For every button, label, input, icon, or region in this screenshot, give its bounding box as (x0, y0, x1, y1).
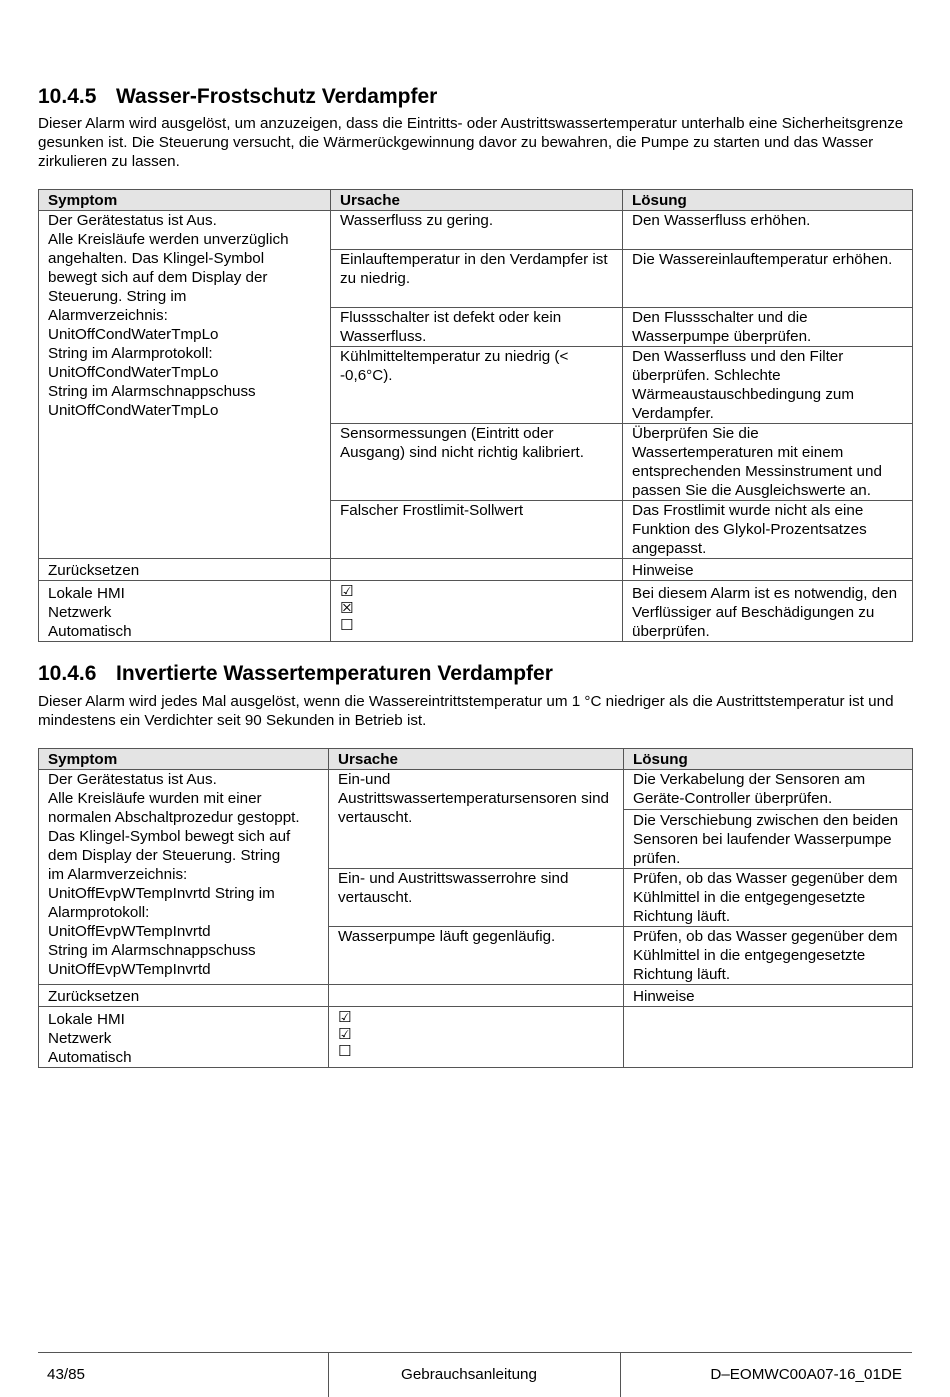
reset-option-hmi: Lokale HMI (48, 585, 125, 602)
checkbox-empty-icon: ☐ (340, 617, 354, 634)
solution-cell: Überprüfen Sie die Wassertemperaturen mit einem entsprechenden Messinstrument und passen Sie die Ausgleichswerte an. (623, 424, 913, 501)
reset-option-network: Netzwerk (48, 1030, 112, 1047)
header-symptom: Symptom (39, 749, 329, 770)
document-type: Gebrauchsanleitung (401, 1366, 537, 1383)
symptom-line: normalen Abschaltprozedur gestoppt. (48, 809, 300, 826)
symptom-line: Der Gerätestatus ist Aus. (48, 212, 217, 229)
solution-part: Die Verschiebung zwischen den beiden Sensoren bei laufender Wasserpumpe prüfen. (633, 812, 899, 867)
footer-divider (620, 1353, 621, 1397)
symptom-line: angehalten. Das Klingel-Symbol (48, 250, 265, 267)
symptom-line: Alarmprotokoll: (48, 904, 150, 921)
cause-cell: Ein-und Austrittswassertemperatursensoren sind vertauscht. (329, 770, 624, 869)
reset-label: Zurücksetzen (39, 559, 331, 581)
symptom-line: Alle Kreisläufe werden unverzüglich (48, 231, 289, 248)
header-solution: Lösung (623, 190, 913, 211)
solution-cell: Den Flussschalter und die Wasserpumpe überprüfen. (623, 308, 913, 347)
symptom-cell (39, 770, 329, 985)
symptom-line: Steuerung. String im (48, 288, 187, 305)
cause-cell: Falscher Frostlimit-Sollwert (331, 501, 623, 559)
section-intro: Dieser Alarm wird ausgelöst, um anzuzeigen, dass die Eintritts- oder Austrittswassertemperatur unterhalb eine Sicherheitsgrenze gesunken ist. Die Steuerung versucht, die Wärmerückgewinnung davor zu bewahren, die Pumpe zu starten und das Wasser zirkulieren zu lassen. (38, 115, 904, 170)
document-id: D–EOMWC00A07-16_01DE (710, 1366, 902, 1383)
reset-empty-cell (329, 985, 624, 1007)
symptom-line: dem Display der Steuerung. String (48, 847, 281, 864)
solution-cell: Das Frostlimit wurde nicht als eine Funktion des Glykol-Prozentsatzes angepasst. (623, 501, 913, 559)
section-number: 10.4.5 (38, 85, 97, 108)
solution-cell: Den Wasserfluss und den Filter überprüfen. Schlechte Wärmeaustauschbedingung zum Verdampfer. (623, 347, 913, 424)
solution-cell: Den Wasserfluss erhöhen. (623, 211, 913, 250)
checkbox-crossed-icon: ☒ (340, 600, 354, 617)
section-title: Invertierte Wassertemperaturen Verdampfer (116, 662, 553, 685)
alarm-table-inverted (38, 748, 913, 1068)
checkbox-checked-icon: ☑ (338, 1026, 352, 1043)
page-number: 43/85 (47, 1366, 86, 1383)
checkbox-checked-icon: ☑ (338, 1009, 352, 1026)
symptom-line: Der Gerätestatus ist Aus. (48, 771, 217, 788)
section-heading-frost (38, 85, 437, 109)
section-heading-inverted (38, 662, 553, 686)
symptom-line: Alarmverzeichnis: (48, 307, 168, 324)
reset-options (39, 1007, 329, 1068)
cause-cell: Einlauftemperatur in den Verdampfer ist zu niedrig. (331, 250, 623, 308)
reset-option-auto: Automatisch (48, 1049, 132, 1066)
symptom-line: UnitOffCondWaterTmpLo (48, 364, 219, 381)
reset-option-auto: Automatisch (48, 623, 132, 640)
symptom-line: bewegt sich auf dem Display der (48, 269, 268, 286)
reset-checkboxes (329, 1007, 624, 1068)
header-solution: Lösung (624, 749, 913, 770)
symptom-line: UnitOffEvpWTempInvrtd (48, 923, 211, 940)
symptom-line: UnitOffEvpWTempInvrtd (48, 961, 211, 978)
symptom-line: UnitOffCondWaterTmpLo (48, 402, 219, 419)
header-cause: Ursache (329, 749, 624, 770)
notes-label: Hinweise (623, 559, 913, 581)
solution-cell: Prüfen, ob das Wasser gegenüber dem Kühlmittel in die entgegengesetzte Richtung läuft. (624, 927, 913, 985)
header-symptom: Symptom (39, 190, 331, 211)
cause-cell: Wasserfluss zu gering. (331, 211, 623, 250)
solution-part: Die Verkabelung der Sensoren am Geräte-Controller überprüfen. (624, 770, 912, 810)
note-cell (624, 1007, 913, 1068)
alarm-table-frost (38, 189, 913, 642)
symptom-line: im Alarmverzeichnis: (48, 866, 188, 883)
symptom-line: String im Alarmprotokoll: (48, 345, 213, 362)
cause-cell: Sensormessungen (Eintritt oder Ausgang) sind nicht richtig kalibriert. (331, 424, 623, 501)
reset-label: Zurücksetzen (39, 985, 329, 1007)
checkbox-empty-icon: ☐ (338, 1043, 352, 1060)
symptom-line: UnitOffEvpWTempInvrtd String im (48, 885, 275, 902)
cause-cell: Kühlmitteltemperatur zu niedrig (< -0,6°C). (331, 347, 623, 424)
reset-option-network: Netzwerk (48, 604, 112, 621)
symptom-cell (39, 211, 331, 559)
reset-options (39, 581, 331, 642)
cause-cell: Wasserpumpe läuft gegenläufig. (329, 927, 624, 985)
symptom-line: String im Alarmschnappschuss (48, 942, 256, 959)
footer-divider (328, 1353, 329, 1397)
symptom-line: String im Alarmschnappschuss (48, 383, 256, 400)
symptom-line: Das Klingel-Symbol bewegt sich auf (48, 828, 291, 845)
checkbox-checked-icon: ☑ (340, 583, 354, 600)
notes-label: Hinweise (624, 985, 913, 1007)
reset-checkboxes (331, 581, 623, 642)
solution-cell-split (624, 770, 913, 869)
section-number: 10.4.6 (38, 662, 97, 685)
section-intro: Dieser Alarm wird jedes Mal ausgelöst, wenn die Wassereintrittstemperatur um 1 °C niedriger als die Austrittstemperatur ist und mindestens ein Verdichter seit 90 Sekunden in Betrieb ist. (38, 693, 894, 729)
symptom-line: UnitOffCondWaterTmpLo (48, 326, 219, 343)
cause-cell: Flussschalter ist defekt oder kein Wasserfluss. (331, 308, 623, 347)
reset-empty-cell (331, 559, 623, 581)
header-cause: Ursache (331, 190, 623, 211)
section-title: Wasser-Frostschutz Verdampfer (116, 85, 438, 108)
symptom-line: Alle Kreisläufe wurden mit einer (48, 790, 262, 807)
page-footer (38, 1352, 912, 1397)
note-cell: Bei diesem Alarm ist es notwendig, den Verflüssiger auf Beschädigungen zu überprüfen. (623, 581, 913, 642)
solution-cell: Die Wassereinlauftemperatur erhöhen. (623, 250, 913, 308)
reset-option-hmi: Lokale HMI (48, 1011, 125, 1028)
solution-cell: Prüfen, ob das Wasser gegenüber dem Kühlmittel in die entgegengesetzte Richtung läuft. (624, 869, 913, 927)
cause-cell: Ein- und Austrittswasserrohre sind vertauscht. (329, 869, 624, 927)
